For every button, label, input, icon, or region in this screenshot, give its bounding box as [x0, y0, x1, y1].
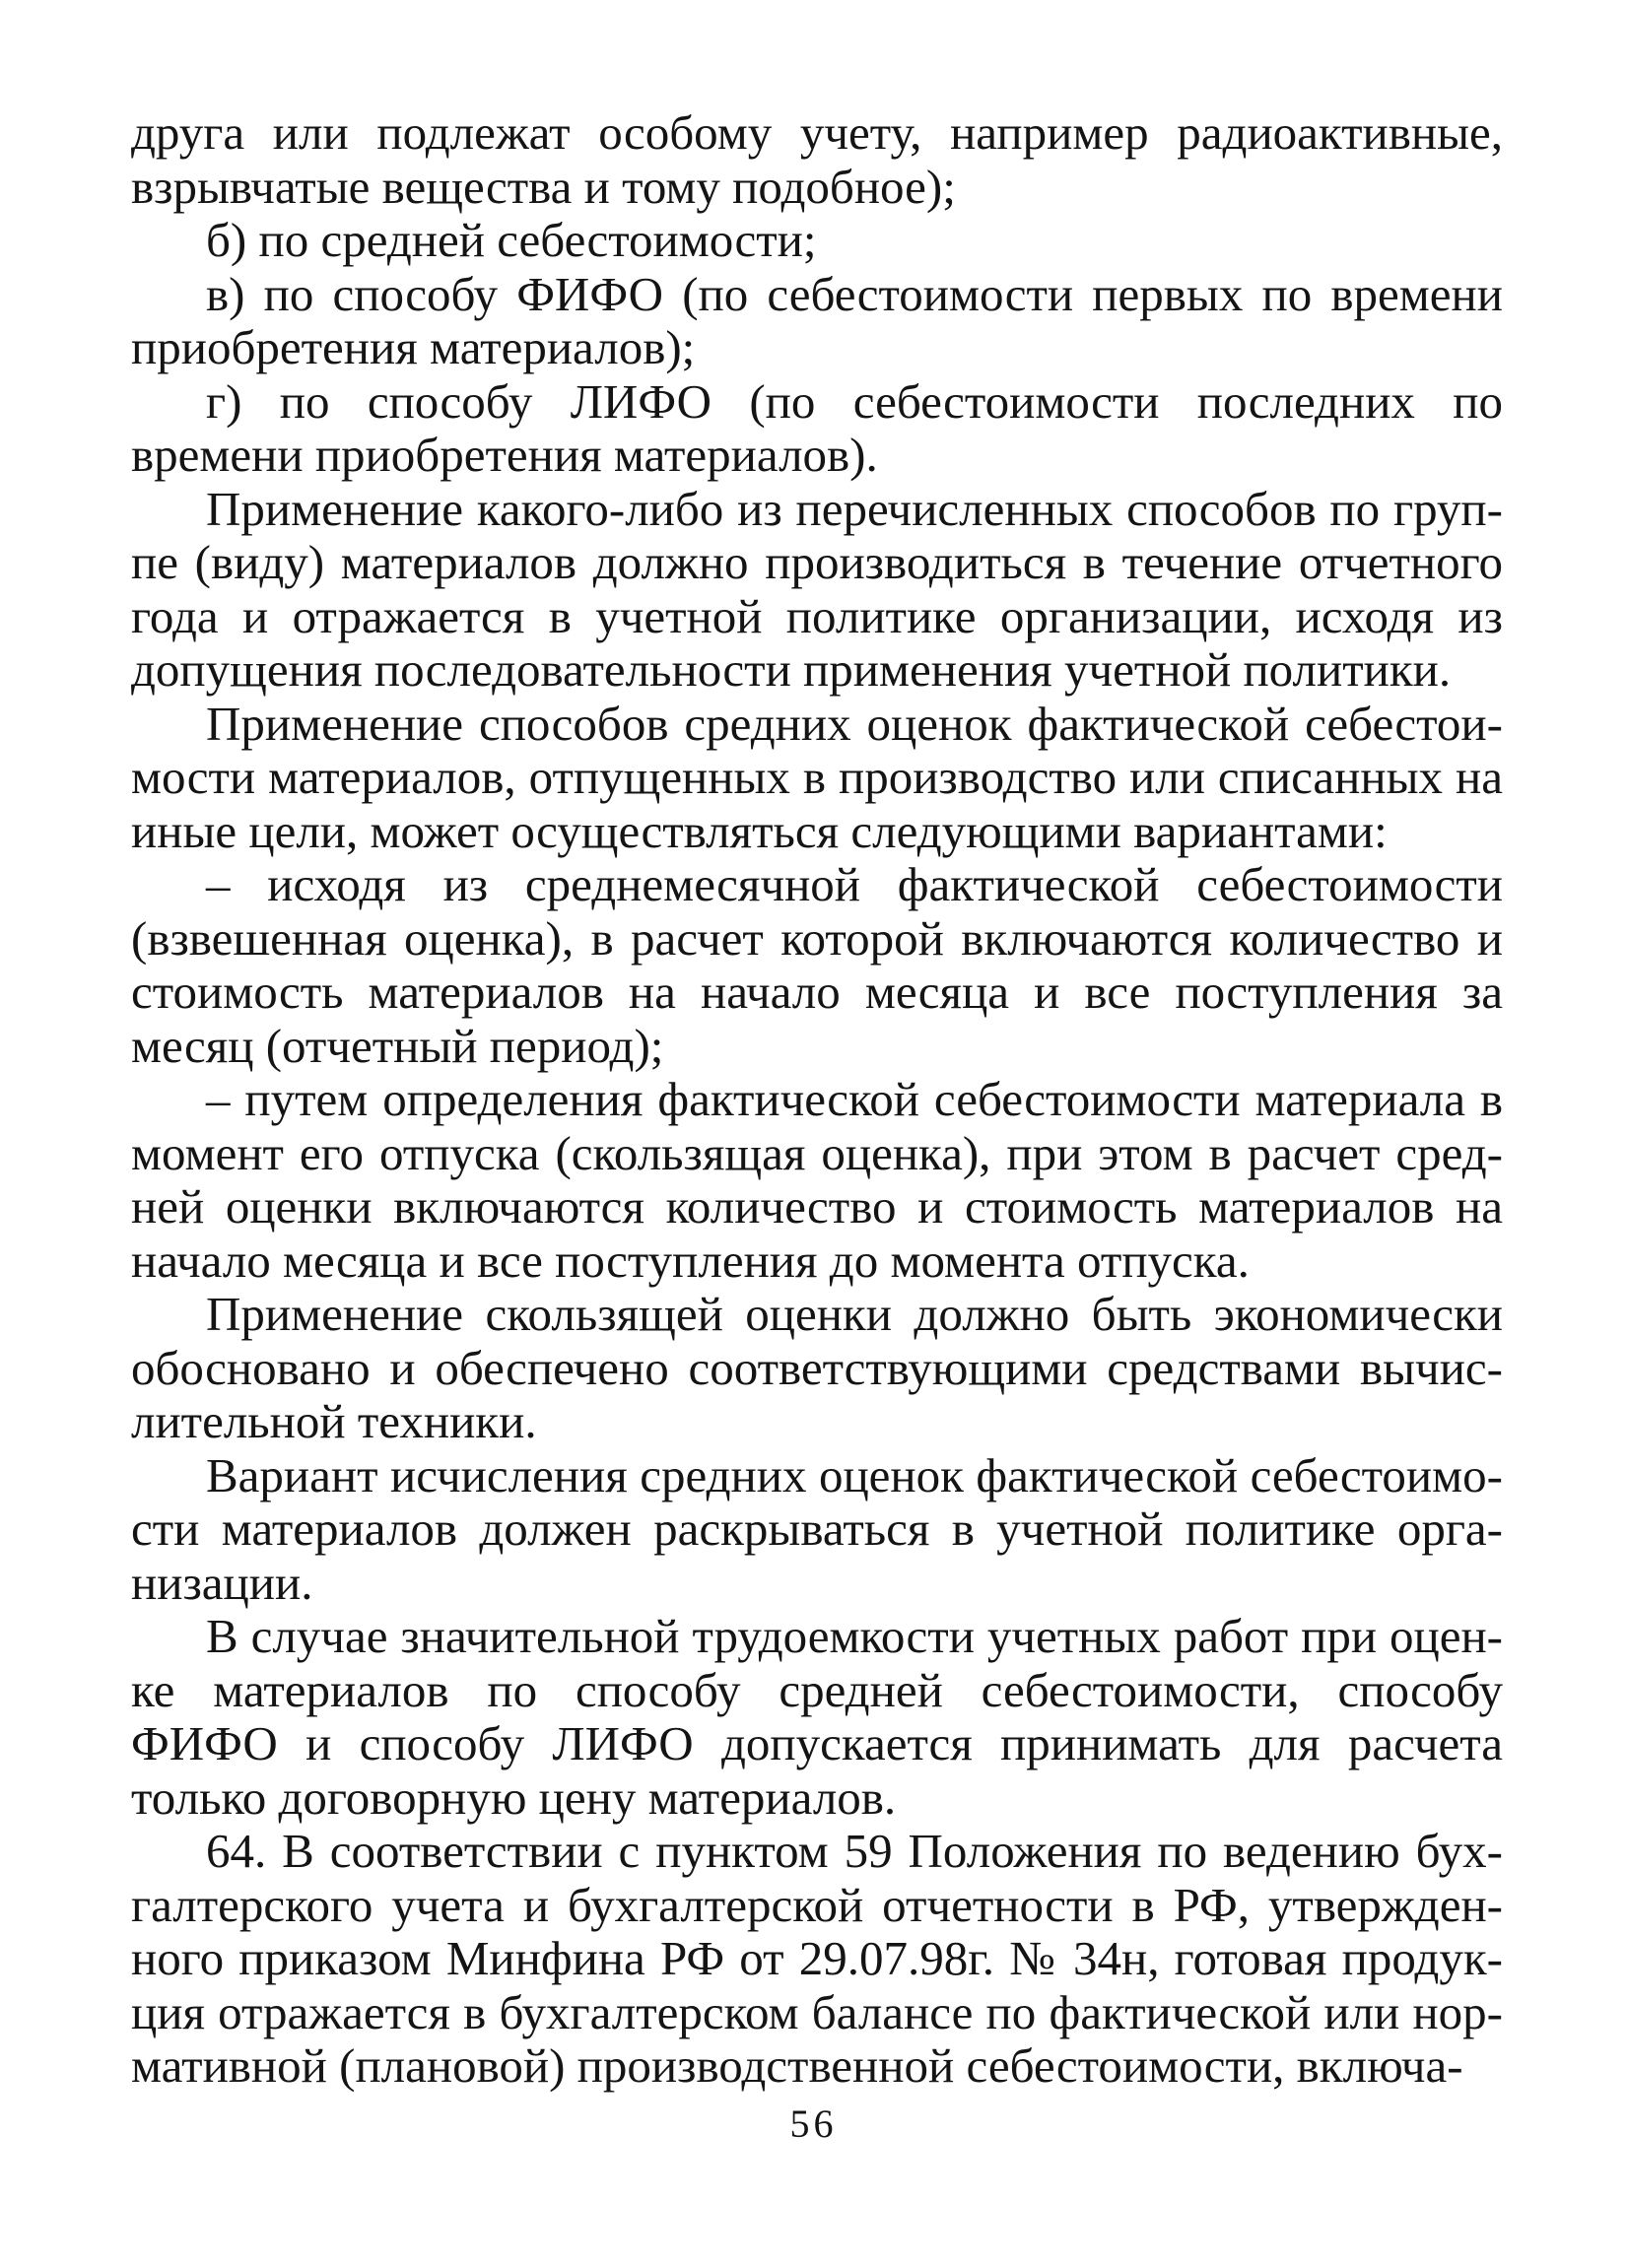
paragraph-7: – исходя из среднемесячной фактической себестоимости (взвешенная оценка), в расчет которой включаются количество и стоимость материалов на начало месяца и все поступления за месяц (отчетный период); [131, 857, 1503, 1073]
paragraph-3: в) по способу ФИФО (по себестоимости первых по времени приобретения материалов); [131, 266, 1503, 374]
paragraph-4: г) по способу ЛИФО (по себестоимости последних по времени приобретения материалов). [131, 373, 1503, 482]
paragraph-2: б) по средней себестоимости; [206, 213, 817, 267]
page-body [131, 106, 1503, 2094]
paragraph-11: В случае значительной трудоемкости учетных работ при оценке материалов по способу средней себестоимости, способу ФИФО и способу ЛИФО допускается принимать для расчета только договорную цену материалов. [131, 1609, 1503, 1825]
page-number: 56 [789, 2101, 838, 2146]
paragraph-9: Применение скользящей оценки должно быть экономически обосновано и обеспечено соответствующими средствами вычислительной техники. [131, 1287, 1503, 1448]
paragraph-5: Применение какого-либо из перечисленных способов по группе (виду) материалов должно производиться в течение отчетного года и отражается в учетной политике организации, исходя из допущения последовательности применения учетной политики. [131, 481, 1503, 697]
paragraph-10: Вариант исчисления средних оценок фактической себестоимости материалов должен раскрываться в учетной политике организации. [131, 1447, 1503, 1610]
paragraph-1: друга или подлежат особому учету, например радиоактивные, взрывчатые вещества и тому подобное); [131, 105, 1503, 214]
paragraph-6: Применение способов средних оценок фактической себестоимости материалов, отпущенных в производство или списанных на иные цели, может осуществляться следующими вариантами: [131, 696, 1503, 858]
paragraph-12: 64. В соответствии с пунктом 59 Положения по ведению бухгалтерского учета и бухгалтерской отчетности в РФ, утвержденного приказом Минфина РФ от 29.07.98г. № 34н, готовая продукция отражается в бухгалтерском балансе по фактической или нормативной (плановой) производственной себестоимости, включа- [131, 1824, 1503, 2093]
paragraph-8: – путем определения фактической себестоимости материала в момент его отпуска (скользящая оценка), при этом в расчет средней оценки включаются количество и стоимость материалов на начало месяца и все поступления до момента отпуска. [131, 1072, 1503, 1288]
